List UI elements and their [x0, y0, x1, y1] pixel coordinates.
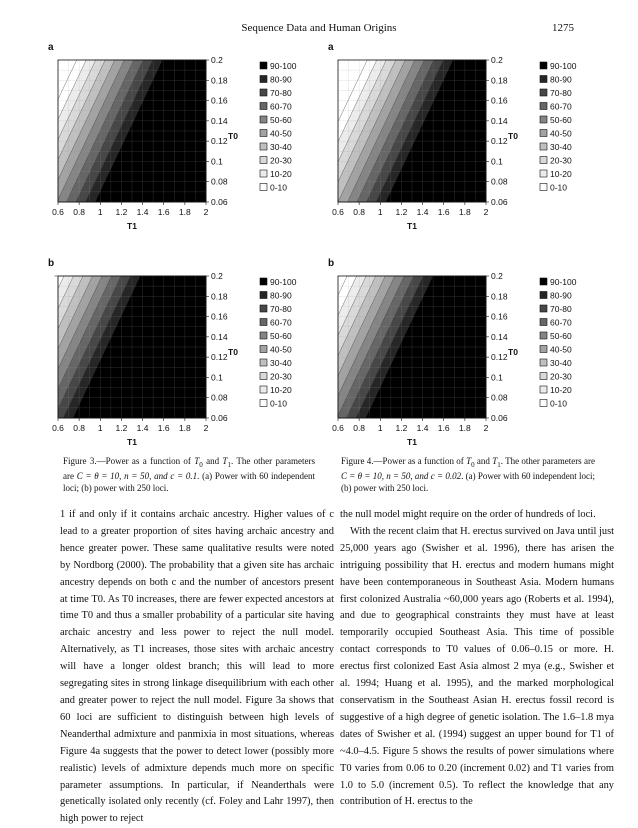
legend-swatch	[260, 184, 267, 191]
y-tick-label: 0.16	[211, 95, 228, 106]
legend-label: 30-40	[270, 358, 292, 368]
y-tick-label: 0.1	[211, 372, 223, 383]
panel-letter: b	[328, 258, 335, 269]
x-tick-label: 1.8	[458, 207, 471, 217]
fig3b-panel	[48, 258, 318, 464]
legend-swatch	[260, 332, 267, 339]
x-tick-label: 1.4	[416, 423, 429, 433]
y-axis-label: T0	[228, 131, 238, 142]
y-tick-label: 0.08	[211, 392, 228, 403]
figure-3-caption: Figure 3.—Power as a function of $T_0$ and $T_1$. The other parameters are C = θ = 10, n = 50, and c = 0.1. (a) Power with 60 independent loci; (b) power with 250 loci.	[63, 456, 315, 493]
x-tick-label: 1.2	[395, 423, 408, 433]
y-tick-label: 0.06	[211, 413, 228, 423]
y-tick-label: 0.14	[491, 331, 508, 342]
legend-swatch	[540, 278, 547, 285]
y-axis-label: T0	[508, 347, 518, 358]
page-number: 1275	[552, 22, 574, 34]
x-tick-label: 1.6	[157, 207, 170, 217]
legend-swatch	[540, 62, 547, 69]
y-axis-label: T0	[228, 347, 238, 358]
legend-label: 20-30	[550, 371, 572, 382]
x-axis-label: T1	[127, 221, 137, 231]
fig3a-panel	[48, 42, 318, 248]
legend-label: 10-20	[270, 385, 292, 395]
x-tick-label: 1.6	[437, 423, 450, 433]
fig4a-plot	[328, 42, 598, 248]
legend-swatch	[260, 305, 267, 312]
legend-swatch	[540, 400, 547, 407]
x-tick-label: 1	[97, 423, 103, 433]
x-tick-label: 1	[97, 207, 103, 217]
legend-label: 10-20	[550, 385, 572, 395]
legend-label: 60-70	[550, 101, 572, 112]
x-tick-label: 0.8	[353, 207, 366, 217]
panel-letter: b	[48, 258, 55, 269]
legend-swatch	[260, 143, 267, 150]
x-tick-label: 0.6	[332, 423, 344, 433]
legend-label: 20-30	[270, 371, 292, 382]
y-tick-label: 0.18	[211, 75, 228, 86]
x-tick-label: 0.6	[52, 423, 64, 433]
legend-label: 80-90	[270, 74, 292, 85]
y-tick-label: 0.12	[491, 352, 508, 363]
y-tick-label: 0.14	[211, 331, 228, 342]
legend-label: 70-80	[270, 304, 292, 314]
x-tick-label: 1.2	[115, 207, 128, 217]
x-tick-label: 1.8	[458, 423, 471, 433]
body-left-column	[60, 507, 334, 828]
legend-swatch	[260, 170, 267, 177]
legend-label: 80-90	[270, 290, 292, 301]
x-tick-label: 2	[203, 423, 209, 433]
body-paragraph: 1 if and only if it contains archaic ancestry. Higher values of c lead to a greater proportion of sites having archaic ancestry and hence greater power. These same qualitative results were noted by Nordborg (2000). The probability that a given site has archaic ancestry depends on both c and the number of ancestors present at time T0. As T0 increases, there are fewer expected ancestors at time T0 and thus a smaller probability of a particular site having archaic ancestry and less power to reject the null model. Alternatively, as T1 increases, those sites with archaic ancestry will have a longer oldest branch; this will lead to more segregating sites in strong linkage disequilibrium with each other and greater power to reject the null model. Figure 3a shows that 60 loci are sufficient to distinguish between high levels of Neanderthal admixture and panmixia in most situations, whereas Figure 4a suggests that the power to detect lower (possibly more realistic) levels of admixture depends much more on specific parameter assumptions. In particular, if Neanderthals were genetically isolated only recently (cf. Foley and Lahr 1997), then high power to reject	[60, 509, 334, 825]
x-tick-label: 0.8	[73, 207, 86, 217]
legend-swatch	[260, 373, 267, 380]
legend-label: 80-90	[550, 74, 572, 85]
legend-swatch	[260, 386, 267, 393]
legend-label: 90-100	[550, 61, 577, 71]
legend-label: 0-10	[270, 398, 288, 409]
x-tick-label: 1	[377, 207, 383, 217]
y-tick-label: 0.08	[491, 176, 508, 187]
x-axis-label: T1	[407, 221, 417, 231]
fig3a-plot	[48, 42, 318, 248]
x-tick-label: 2	[483, 423, 489, 433]
y-tick-label: 0.1	[491, 372, 503, 383]
body-paragraph: the null model might require on the order of hundreds of loci.	[340, 509, 596, 520]
legend-swatch	[260, 76, 267, 83]
y-tick-label: 0.18	[211, 291, 228, 302]
y-tick-label: 0.2	[211, 271, 223, 281]
legend-swatch	[540, 143, 547, 150]
legend-swatch	[260, 359, 267, 366]
x-axis-label: T1	[407, 437, 417, 447]
legend-label: 50-60	[550, 115, 572, 125]
legend-label: 20-30	[270, 155, 292, 166]
legend-label: 50-60	[270, 115, 292, 125]
fig4b-panel	[328, 258, 598, 464]
legend-label: 0-10	[270, 182, 288, 193]
legend-swatch	[540, 319, 547, 326]
y-tick-label: 0.16	[491, 311, 508, 322]
y-tick-label: 0.18	[491, 75, 508, 86]
y-tick-label: 0.12	[211, 136, 228, 147]
y-tick-label: 0.08	[211, 176, 228, 187]
fig4a-panel	[328, 42, 598, 248]
y-axis-label: T0	[508, 131, 518, 142]
legend-swatch	[260, 89, 267, 96]
legend-label: 20-30	[550, 155, 572, 166]
legend-label: 70-80	[550, 304, 572, 314]
body-paragraph: With the recent claim that H. erectus survived on Java until just 25,000 years ago (Swisher et al. 1996), there has arisen the intriguing possibility that H. erectus and modern humans might have been contemporaneous in Southeast Asia. Modern humans first colonized Australia ~60,000 years ago (Roberts et al. 1994), and due to geographical constraints they must have at least temporarily occupied Southeast Asia. This time of possible contact corresponds to T0 values of 0.06–0.15 or more. H. erectus first colonized East Asia almost 2 mya (e.g., Swisher et al. 1994; Huang et al. 1995), and the marked morphological conservatism in the Southeast Asian H. erectus fossil record is suggestive of a high degree of genetic isolation. The 1.6–1.8 mya dates of Swisher et al. (1994) suggest an upper bound for T1 of ~4.0–4.5. Figure 5 shows the results of power simulations where T0 varies from 0.06 to 0.20 (increment 0.02) and T1 varies from 1.0 to 5.0 (increment 0.5). To reflect the knowledge that any contribution of H. erectus to the	[340, 525, 614, 808]
legend-swatch	[540, 359, 547, 366]
legend-swatch	[540, 170, 547, 177]
x-tick-label: 0.6	[52, 207, 64, 217]
y-tick-label: 0.06	[211, 197, 228, 207]
legend-label: 30-40	[550, 358, 572, 368]
running-header	[0, 22, 638, 38]
legend-swatch	[260, 319, 267, 326]
y-tick-label: 0.12	[491, 136, 508, 147]
y-tick-label: 0.1	[491, 156, 503, 167]
legend-label: 80-90	[550, 290, 572, 301]
legend-label: 50-60	[550, 331, 572, 341]
x-tick-label: 1.6	[157, 423, 170, 433]
legend-label: 10-20	[550, 169, 572, 179]
legend-swatch	[260, 400, 267, 407]
x-tick-label: 2	[203, 207, 209, 217]
legend-label: 90-100	[550, 277, 577, 287]
x-tick-label: 1.4	[136, 207, 149, 217]
fig4b-plot	[328, 258, 598, 464]
y-tick-label: 0.14	[491, 115, 508, 126]
legend-label: 0-10	[550, 182, 568, 193]
x-tick-label: 0.8	[73, 423, 86, 433]
x-tick-label: 1	[377, 423, 383, 433]
legend-swatch	[540, 157, 547, 164]
legend-swatch	[540, 386, 547, 393]
legend-label: 60-70	[270, 317, 292, 328]
legend-swatch	[260, 103, 267, 110]
legend-label: 10-20	[270, 169, 292, 179]
fig3b-plot	[48, 258, 318, 464]
legend-swatch	[260, 278, 267, 285]
legend-swatch	[540, 76, 547, 83]
legend-label: 40-50	[550, 344, 572, 355]
legend-swatch	[260, 62, 267, 69]
figure-4-caption: Figure 4.—Power as a function of $T_0$ and $T_1$. The other parameters are C = θ = 10, n = 50, and c = 0.02. (a) Power with 60 independent loci; (b) power with 250 loci.	[341, 456, 595, 493]
legend-label: 90-100	[270, 61, 297, 71]
x-tick-label: 1.8	[178, 423, 191, 433]
legend-swatch	[260, 130, 267, 137]
y-tick-label: 0.2	[491, 271, 503, 281]
legend-swatch	[540, 116, 547, 123]
legend-label: 90-100	[270, 277, 297, 287]
legend-label: 40-50	[270, 344, 292, 355]
x-tick-label: 0.6	[332, 207, 344, 217]
y-tick-label: 0.08	[491, 392, 508, 403]
y-tick-label: 0.1	[211, 156, 223, 167]
x-tick-label: 0.8	[353, 423, 366, 433]
legend-label: 60-70	[550, 317, 572, 328]
y-tick-label: 0.2	[491, 55, 503, 65]
y-tick-label: 0.12	[211, 352, 228, 363]
legend-swatch	[260, 116, 267, 123]
legend-swatch	[540, 292, 547, 299]
y-tick-label: 0.2	[211, 55, 223, 65]
legend-label: 40-50	[270, 128, 292, 139]
legend-swatch	[540, 130, 547, 137]
y-tick-label: 0.16	[491, 95, 508, 106]
y-tick-label: 0.18	[491, 291, 508, 302]
legend-label: 30-40	[270, 142, 292, 152]
legend-swatch	[540, 184, 547, 191]
x-tick-label: 1.4	[416, 207, 429, 217]
y-tick-label: 0.06	[491, 413, 508, 423]
body-right-column	[340, 507, 614, 811]
legend-label: 60-70	[270, 101, 292, 112]
legend-swatch	[540, 346, 547, 353]
x-tick-label: 1.6	[437, 207, 450, 217]
y-tick-label: 0.14	[211, 115, 228, 126]
panel-letter: a	[48, 42, 54, 53]
legend-swatch	[540, 103, 547, 110]
legend-swatch	[540, 332, 547, 339]
legend-swatch	[260, 292, 267, 299]
legend-label: 50-60	[270, 331, 292, 341]
legend-label: 70-80	[550, 88, 572, 98]
legend-swatch	[540, 373, 547, 380]
legend-swatch	[540, 305, 547, 312]
y-tick-label: 0.06	[491, 197, 508, 207]
legend-label: 30-40	[550, 142, 572, 152]
legend-swatch	[540, 89, 547, 96]
legend-swatch	[260, 346, 267, 353]
legend-label: 70-80	[270, 88, 292, 98]
legend-swatch	[260, 157, 267, 164]
x-tick-label: 1.2	[115, 423, 128, 433]
panel-letter: a	[328, 42, 334, 53]
running-title: Sequence Data and Human Origins	[241, 22, 397, 34]
x-tick-label: 1.8	[178, 207, 191, 217]
legend-label: 40-50	[550, 128, 572, 139]
legend-label: 0-10	[550, 398, 568, 409]
y-tick-label: 0.16	[211, 311, 228, 322]
x-tick-label: 1.4	[136, 423, 149, 433]
x-tick-label: 1.2	[395, 207, 408, 217]
x-tick-label: 2	[483, 207, 489, 217]
x-axis-label: T1	[127, 437, 137, 447]
